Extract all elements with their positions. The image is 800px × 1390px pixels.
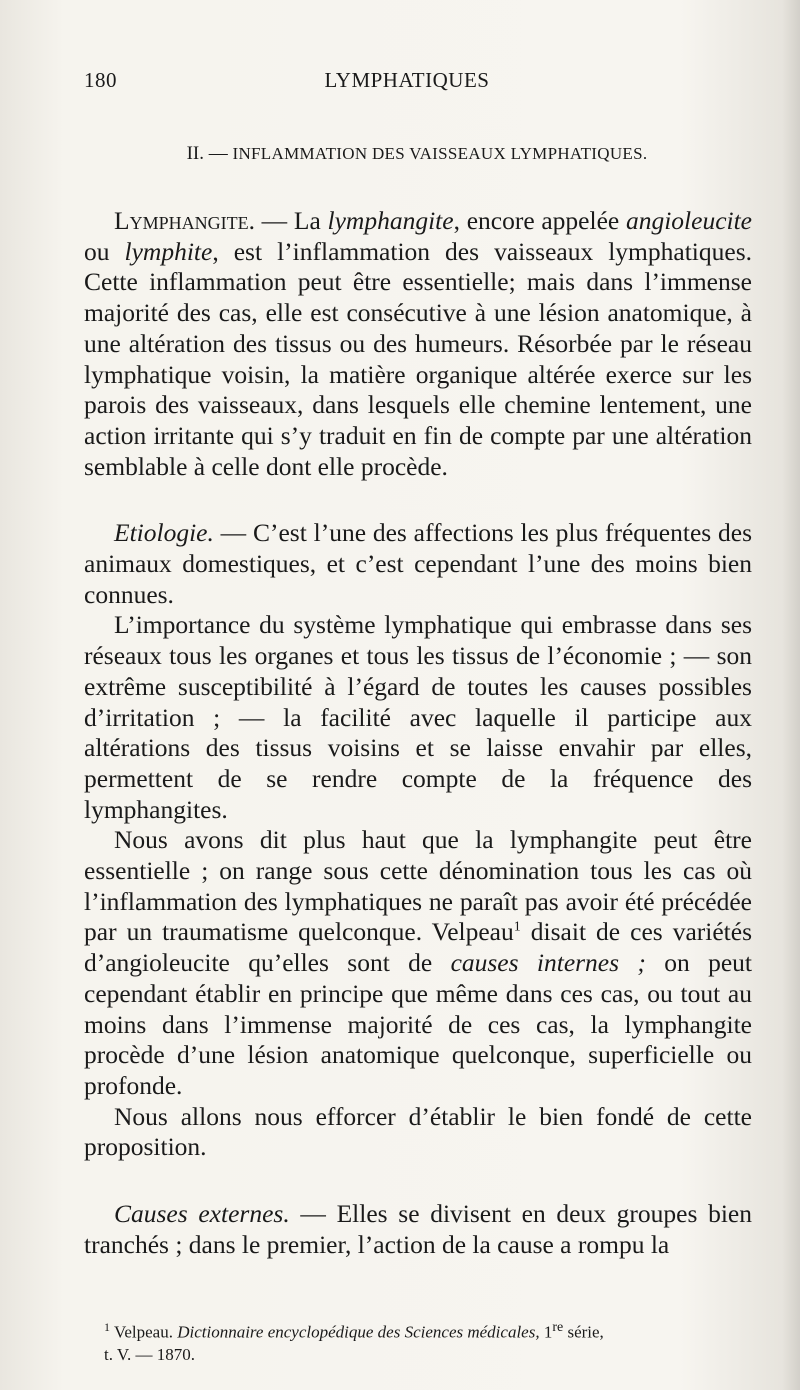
paragraph-etiologie bbox=[84, 518, 752, 610]
lead-causes-externes: Causes externes. bbox=[114, 1199, 290, 1229]
lead-etiologie: Etiologie. bbox=[114, 518, 214, 548]
footnote-author: Velpeau. bbox=[110, 1322, 178, 1342]
footnote-series-word: série, bbox=[563, 1322, 604, 1342]
paragraph-nous-allons: Nous allons nous efforcer d’établir le bien fondé de cette proposition. bbox=[84, 1101, 752, 1162]
page-edge-shadow bbox=[782, 0, 800, 1390]
text-run: disait de ces variétés d’angioleucite qu’elles sont de bbox=[84, 917, 752, 978]
text-run: Nous avons dit plus haut que la lymphangite peut être essentielle ; on range sous cette dénomination tous les cas où l’inflammation des lymphatiques ne paraît pas avoir été précédée par un traumatisme quelconque. Velpeau bbox=[84, 825, 752, 947]
italic-term: causes internes ; bbox=[450, 948, 646, 978]
italic-term: angioleucite bbox=[625, 206, 752, 235]
italic-term: lymphangite bbox=[327, 206, 454, 235]
paragraph-nous-avons bbox=[84, 825, 752, 1101]
section-dash: — bbox=[208, 143, 228, 164]
footnote-series-num: 1 bbox=[539, 1322, 553, 1342]
text-run: ou bbox=[84, 236, 125, 266]
footnote-mark: 1 bbox=[104, 1320, 110, 1334]
footnote bbox=[104, 1316, 760, 1366]
section-heading bbox=[84, 143, 750, 165]
text-run: — La bbox=[254, 206, 328, 235]
footnote-series-sup: re bbox=[552, 1320, 564, 1335]
text-run: on peut cependant établir en principe que même dans ces cas, ou tout au moins dans l’immense majorité de ces cas, la lymphangite procède d’une lésion anatomique quelconque, superficielle ou profonde. bbox=[84, 948, 752, 1100]
footnote-line bbox=[104, 1316, 760, 1344]
lead-lymphangite: Lymphangite. bbox=[114, 206, 255, 235]
footnote-volume: t. V. — 1870. bbox=[104, 1344, 196, 1364]
body-text bbox=[84, 206, 752, 1261]
text-run: , est l’inflammation des vaisseaux lymphatiques. Cette inflammation peut être essentielle; mais dans l’immense majorité des cas, elle est consécutive à une lésion anatomique, à une altération des tissus ou des humeurs. Résorbée par le réseau lymphatique voisin, la matière organique altérée exerce sur les parois des vaisseaux, dans lesquels elle chemine lentement, une action irritante qui s’y traduit en fin de compte par une altération semblable à celle dont elle procède. bbox=[84, 236, 753, 481]
footnote-ref: 1 bbox=[513, 919, 521, 935]
running-title: LYMPHATIQUES bbox=[324, 68, 490, 92]
paragraph-lymphangite bbox=[84, 206, 752, 482]
section-title: INFLAMMATION DES VAISSEAUX LYMPHATIQUES. bbox=[232, 144, 648, 163]
text-run: — Elles se divisent en deux groupes bien tranchés ; dans le premier, l’action de la cause a rompu la bbox=[84, 1199, 752, 1259]
text-run: , encore appelée bbox=[453, 206, 626, 235]
text-run: — C’est l’une des affections les plus fréquentes des animaux domestiques, et c’est cependant l’une des moins bien connues. bbox=[84, 518, 752, 609]
paragraph-causes-externes bbox=[84, 1199, 752, 1260]
italic-term: lymphite bbox=[124, 236, 213, 266]
footnote-work: Dictionnaire encyclopédique des Sciences médicales, bbox=[177, 1322, 540, 1342]
page-number: 180 bbox=[84, 68, 117, 92]
paragraph-importance: L’importance du système lymphatique qui embrasse dans ses réseaux tous les organes et tous les tissus de l’économie ; — son extrême susceptibilité à l’égard de toutes les causes possibles d’irritation ; — la facilité avec laquelle il participe aux altérations des tissus voisins et se laisse envahir par elles, permettent de se rendre compte de la fréquence des lymphangites. bbox=[84, 610, 752, 824]
section-number: II. bbox=[186, 143, 205, 164]
running-head bbox=[84, 68, 730, 98]
